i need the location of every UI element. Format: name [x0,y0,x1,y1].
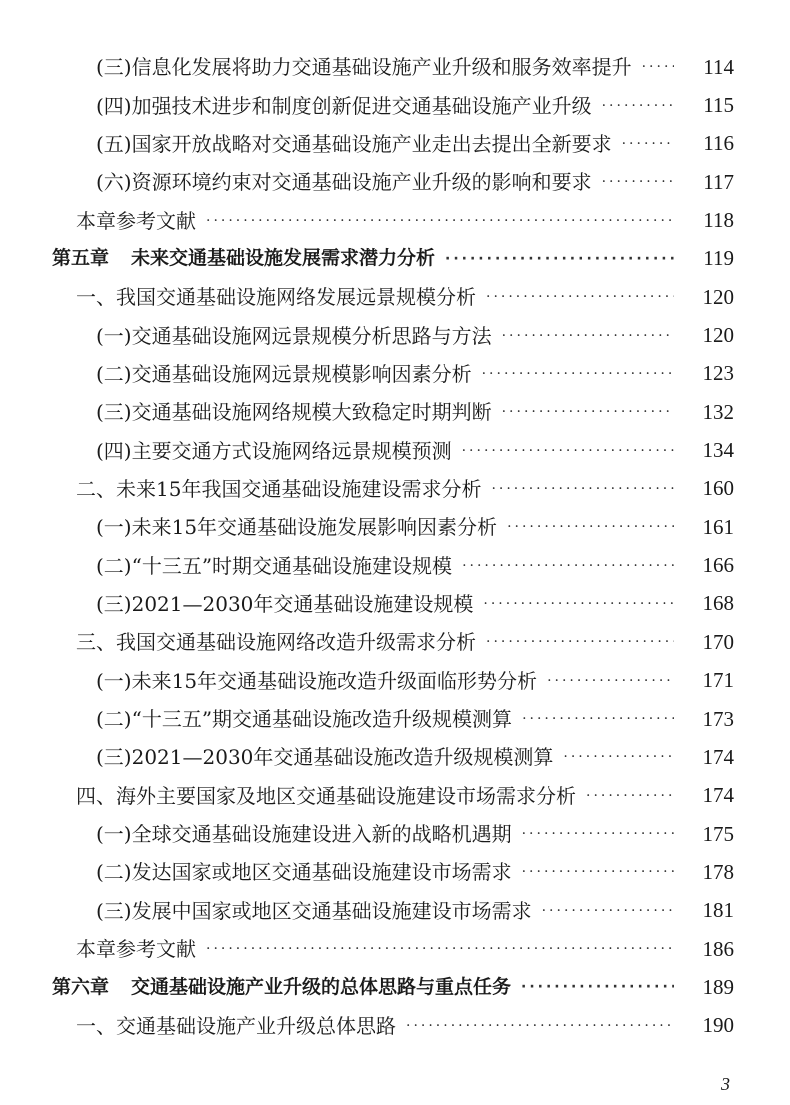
toc-entry-title [96,323,492,348]
toc-entry-page: 181 [702,898,734,923]
toc-entry [0,163,790,201]
toc-entry-page: 115 [703,93,734,118]
toc-entry-title [96,707,513,732]
dot-leader [542,904,674,918]
toc-entry-page: 120 [702,284,734,309]
toc-entry-title [52,975,512,998]
dot-leader [445,252,674,266]
dot-leader [502,405,674,419]
dot-leader [462,444,674,458]
toc-entry-page: 186 [702,936,734,961]
dot-leader [642,60,674,74]
toc-entry-text: (三)发展中国家或地区交通基础设施建设市场需求 [96,898,532,923]
toc-entry-title [96,745,554,770]
toc-entry-text: 本章参考文献 [76,937,196,962]
toc-entry-title [96,55,632,80]
dot-leader [586,789,674,803]
toc-entry-title [76,783,576,808]
toc-entry-text: (三)2021—2030年交通基础设施改造升级规模测算 [96,745,554,770]
toc-entry-text: 本章参考文献 [76,208,196,233]
toc-entry-page: 114 [703,54,734,79]
toc-entry [0,546,790,584]
toc-entry-title [96,438,452,463]
toc-entry-text: (一)全球交通基础设施建设进入新的战略机遇期 [96,822,512,847]
toc-entry-title [96,515,498,540]
toc-entry-page: 117 [703,169,734,194]
toc-entry-page: 190 [702,1013,734,1038]
toc-entry [0,815,790,853]
toc-entry [0,278,790,316]
dot-leader [502,329,674,343]
toc-entry-title [96,131,612,156]
toc-entry-text: 二、未来15年我国交通基础设施建设需求分析 [76,476,482,501]
chapter-number: 第五章 [52,247,110,270]
toc-entry-title [76,1013,396,1038]
toc-entry-title [76,937,196,962]
toc-entry-title [96,93,592,118]
toc-entry-title [96,400,492,425]
toc-entry [0,240,790,278]
toc-entry-text: (一)未来15年交通基础设施改造升级面临形势分析 [96,668,538,693]
toc-entry [0,623,790,661]
toc-entry-text: (二)“十三五”期交通基础设施改造升级规模测算 [96,707,513,732]
dot-leader [406,1019,674,1033]
dot-leader [522,827,674,841]
toc-entry-page: 118 [703,208,734,233]
toc-entry-text: (四)加强技术进步和制度创新促进交通基础设施产业升级 [96,93,592,118]
toc-entry-title [96,668,538,693]
toc-entry [0,585,790,623]
toc-entry-page: 116 [703,131,734,156]
toc-entry-text: (二)发达国家或地区交通基础设施建设市场需求 [96,860,512,885]
toc-entry-page: 160 [702,476,734,501]
toc-entry-page: 123 [702,361,734,386]
toc-entry-title [96,170,592,195]
toc-entry-text: 四、海外主要国家及地区交通基础设施建设市场需求分析 [76,783,576,808]
toc-entry-text: 一、交通基础设施产业升级总体思路 [76,1013,396,1038]
toc-entry-title [96,591,474,616]
toc-entry-text: (五)国家开放战略对交通基础设施产业走出去提出全新要求 [96,131,612,156]
toc-entry-page: 166 [702,553,734,578]
toc-entry-page: 170 [702,629,734,654]
toc-entry-text: (一)交通基础设施网远景规模分析思路与方法 [96,323,492,348]
toc-entry [0,431,790,469]
toc-entry-text: (四)主要交通方式设施网络远景规模预测 [96,438,452,463]
toc-entry [0,201,790,239]
toc-entry-page: 178 [702,859,734,884]
toc-entry [0,470,790,508]
toc-entry-page: 189 [702,974,734,999]
toc-entry-title [96,553,453,578]
toc-entry-title [96,822,512,847]
toc-entry [0,968,790,1006]
toc-entry [0,777,790,815]
toc-entry-page: 174 [702,744,734,769]
dot-leader [206,942,674,956]
dot-leader [491,482,674,496]
toc-entry [0,930,790,968]
toc-entry [0,393,790,431]
toc-entry-text: 未来交通基础设施发展需求潜力分析 [131,247,436,270]
dot-leader [563,750,674,764]
dot-leader [522,712,674,726]
toc-entry [0,738,790,776]
dot-leader [522,865,674,879]
chapter-number: 第六章 [52,975,110,998]
toc-entry [0,508,790,546]
toc-entry-text: 一、我国交通基础设施网络发展远景规模分析 [76,285,476,310]
toc-entry-title [96,898,532,923]
toc-entry-title [76,476,482,501]
toc-entry-text: 三、我国交通基础设施网络改造升级需求分析 [76,630,476,655]
toc-entry-page: 120 [702,323,734,348]
toc-entry-page: 132 [702,399,734,424]
dot-leader [482,367,674,381]
dot-leader [486,635,674,649]
toc-entry-page: 161 [702,514,734,539]
toc-entry-text: (三)信息化发展将助力交通基础设施产业升级和服务效率提升 [96,55,632,80]
toc-entry-page: 173 [702,706,734,731]
dot-leader [602,99,674,113]
toc-entry [0,892,790,930]
toc-entry-page: 119 [703,246,734,271]
dot-leader [486,290,674,304]
toc-entry-title [76,208,196,233]
dot-leader [507,520,674,534]
toc-entry [0,355,790,393]
toc-entry [0,853,790,891]
toc-entry-text: (二)“十三五”时期交通基础设施建设规模 [96,553,453,578]
toc-entry [0,700,790,738]
toc-entry-page: 175 [702,821,734,846]
toc-entry-text: 交通基础设施产业升级的总体思路与重点任务 [131,975,512,998]
toc-entry [0,48,790,86]
dot-leader [521,980,674,994]
toc-entry-page: 171 [702,668,734,693]
toc-entry-text: (一)未来15年交通基础设施发展影响因素分析 [96,515,498,540]
dot-leader [206,214,674,228]
toc-entry-text: (二)交通基础设施网远景规模影响因素分析 [96,361,472,386]
toc-entry-text: (三)2021—2030年交通基础设施建设规模 [96,591,474,616]
toc-entry-title [52,249,435,268]
toc-entry [0,1007,790,1045]
toc-entry [0,662,790,700]
table-of-contents [0,48,790,1045]
dot-leader [602,175,674,189]
dot-leader [462,559,674,573]
toc-entry [0,125,790,163]
toc-entry-page: 174 [702,783,734,808]
toc-entry-page: 168 [702,591,734,616]
toc-entry-text: (六)资源环境约束对交通基础设施产业升级的影响和要求 [96,170,592,195]
toc-entry-title [96,361,472,386]
toc-entry-title [76,285,476,310]
dot-leader [622,137,674,151]
toc-entry [0,86,790,124]
page-number: 3 [721,1074,730,1094]
dot-leader [547,674,674,688]
toc-entry [0,316,790,354]
dot-leader [483,597,674,611]
toc-entry-page: 134 [702,438,734,463]
toc-entry-title [96,860,512,885]
toc-entry-title [76,630,476,655]
toc-entry-text: (三)交通基础设施网络规模大致稳定时期判断 [96,400,492,425]
